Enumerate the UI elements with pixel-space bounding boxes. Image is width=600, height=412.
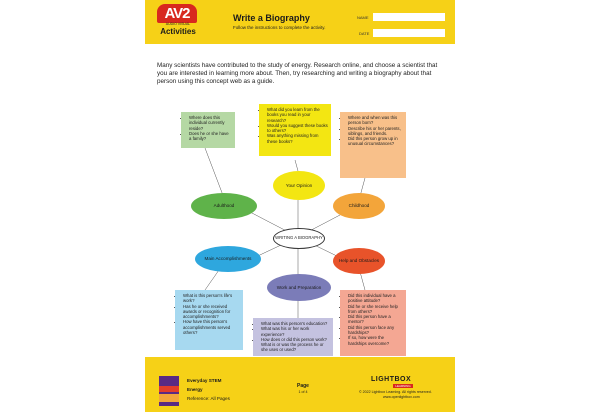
page-label: Page xyxy=(297,383,309,389)
opinion-questions xyxy=(259,104,331,156)
series-name: Everyday STEM xyxy=(187,378,222,383)
footer-bar xyxy=(145,358,455,412)
question-item: • What was this person's education? xyxy=(261,321,330,326)
node-childhood: Childhood xyxy=(333,193,385,219)
help-questions xyxy=(340,290,406,356)
date-label: DATE xyxy=(359,31,370,36)
book-cover-thumbnail xyxy=(159,376,179,406)
node-help-and-obstacles: Help and Obstacles xyxy=(333,248,385,274)
page-subtitle: Follow the instructions to complete the activity. xyxy=(233,25,326,30)
question-item: • Did this person have a mentor? xyxy=(348,314,403,325)
question-item: • Where and when was this person born? xyxy=(348,115,403,126)
lightbox-tag: LEARNING xyxy=(393,384,413,388)
question-item: • Did this individual have a positive attitude? xyxy=(348,293,403,304)
node-writing-a-biography: WRITING A BIOGRAPHY xyxy=(273,228,325,249)
page-reference: Reference: All Pages xyxy=(187,396,230,401)
node-work-and-preparation: Work and Preparation xyxy=(267,274,331,301)
copyright-text: © 2022 Lightbox Learning. All rights reserved. xyxy=(359,390,432,394)
adulthood-questions xyxy=(181,112,235,148)
childhood-questions xyxy=(340,112,406,178)
question-item: • Was anything missing from these books? xyxy=(267,133,328,144)
work-questions xyxy=(253,318,333,356)
question-item: • Did this person grow up in unusual circumstances? xyxy=(348,136,403,147)
logo-mark: AV2 xyxy=(157,4,197,23)
question-item: • What did you learn from the books you read in your research? xyxy=(267,107,328,123)
page-count: 1 of 4 xyxy=(298,390,308,394)
question-item: • If so, how were the hardships overcome? xyxy=(348,335,403,346)
node-main-accomplishments: Main Accomplishments xyxy=(195,246,261,272)
accomplishments-questions xyxy=(175,290,243,350)
website-link[interactable]: www.openlightbox.com xyxy=(383,395,420,399)
logo-subtext: AUDIO VISUAL xyxy=(165,22,191,26)
question-item: • How does or did this person work? What is or was the process he or she uses or used? xyxy=(261,337,330,353)
question-item: • Has he or she received awards or recognition for accomplishments? xyxy=(183,304,240,320)
instructions-text: Many scientists have contributed to the study of energy. Research online, and choose a scientist that you are interested in learning more about. Then, try researching and writing a biography about that person using this concept web as a guide. xyxy=(157,62,438,86)
question-item: • Does he or she have a family? xyxy=(189,131,232,142)
node-adulthood: Adulthood xyxy=(191,193,257,219)
question-item: • Would you suggest these books to others? xyxy=(267,123,328,134)
question-item: • Describe his or her parents, siblings, and friends. xyxy=(348,126,403,137)
node-your-opinion: Your Opinion xyxy=(273,171,325,200)
topic-name: Energy xyxy=(187,387,203,392)
page-title: Write a Biography xyxy=(233,13,310,23)
name-label: NAME xyxy=(357,15,369,20)
question-item: • Where does this individual currently reside? xyxy=(189,115,232,131)
question-item: • What is this person's life's work? xyxy=(183,293,240,304)
question-item: • Did he or she receive help from others? xyxy=(348,304,403,315)
question-item: • What was his or her work experience? xyxy=(261,326,330,337)
worksheet-page xyxy=(145,0,455,412)
question-item: • How have this person's accomplishments served others? xyxy=(183,319,240,335)
logo-activities: Activities xyxy=(160,27,196,36)
question-item: • Did this person face any hardships? xyxy=(348,325,403,336)
lightbox-logo: LIGHTBOX xyxy=(371,376,412,383)
